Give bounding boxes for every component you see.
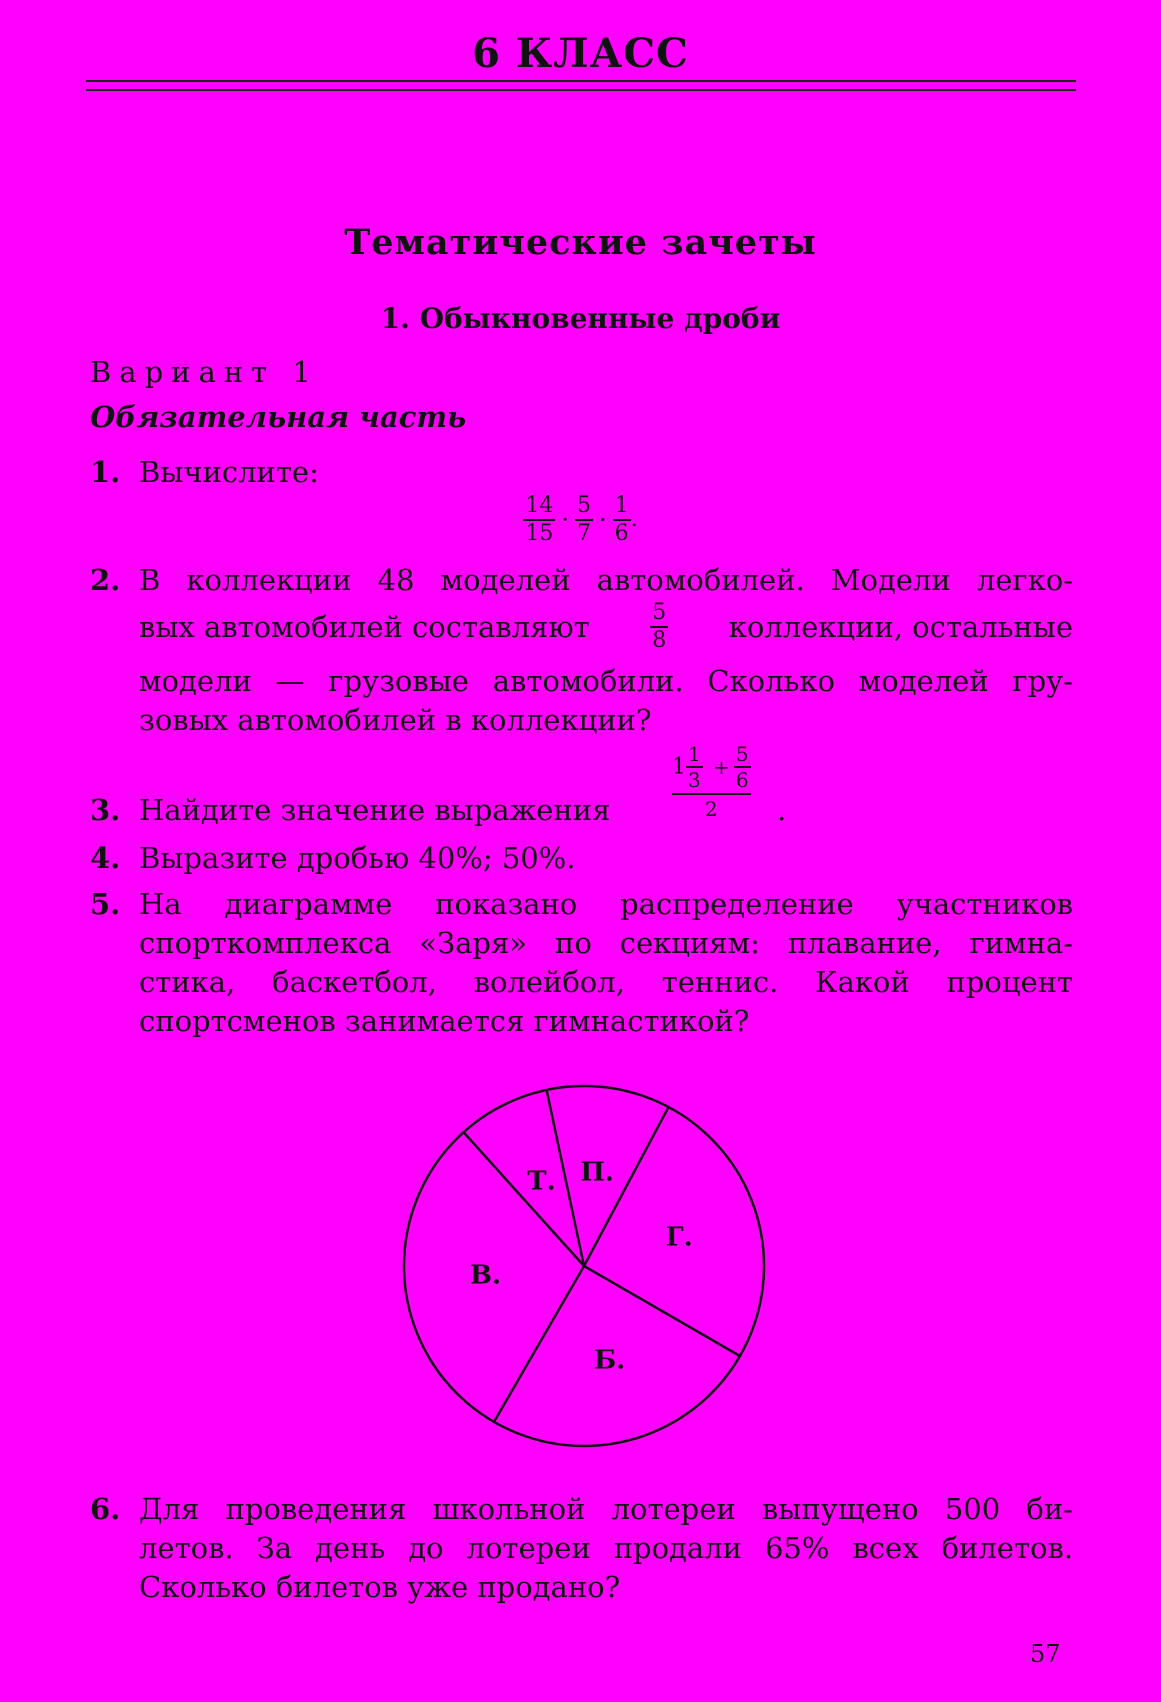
problem-2-line: зовых автомобилей в коллекции? <box>139 703 652 737</box>
pie-slice-label: Т. <box>527 1166 556 1197</box>
problem-4-text: Выразите дробью 40%; 50%. <box>139 841 576 875</box>
problem-6-line: Сколько билетов уже продано? <box>139 1570 621 1604</box>
pie-slice-label: Г. <box>665 1222 693 1253</box>
fraction: $\frac{14}{15}$ <box>525 493 554 546</box>
problem-6-line: летов. За день до лотереи продали 65% всех билетов. <box>139 1531 1073 1565</box>
problem-1-number: 1. <box>90 455 121 489</box>
problem-5-line: спорткомплекса «Заря» по секциям: плавание, гимна- <box>139 926 1073 960</box>
problem-6-number: 6. <box>90 1492 121 1526</box>
problem-2-line: В коллекции 48 моделей автомобилей. Модели легко- <box>139 563 1073 597</box>
required-part-label: Обязательная часть <box>90 400 467 434</box>
pie-slice-boundary <box>584 1266 740 1356</box>
fraction: $\frac{5}{6}$ <box>735 742 749 792</box>
fraction: $\frac{1}{6}$ <box>614 493 629 546</box>
problem-1-text: Вычислите: <box>139 455 319 489</box>
pie-slice-label: П. <box>580 1157 614 1188</box>
pie-slice-boundary <box>464 1132 584 1266</box>
problem-3-text: Найдите значение выражения <box>139 793 611 827</box>
pie-slice-label: Б. <box>593 1345 626 1376</box>
grade-title: 6 КЛАСС <box>472 30 689 77</box>
fraction: $\frac{5}{7}$ <box>577 493 591 546</box>
problem-4-number: 4. <box>90 841 121 875</box>
pie-slice-label: В. <box>470 1260 502 1291</box>
problem-5-number: 5. <box>90 887 121 921</box>
problem-3-expression: 1 $\frac{1}{3}$ + $\frac{5}{6}$ 2 <box>672 742 749 821</box>
problem-3-number: 3. <box>90 793 121 827</box>
problem-5-line: стика, баскетбол, волейбол, теннис. Какой процент <box>139 965 1073 999</box>
problem-5-line: спортсменов занимается гимнастикой? <box>139 1004 750 1038</box>
variant-label: Вариант 1 <box>90 355 319 389</box>
subsection-title: 1. Обыкновенные дроби <box>380 302 781 335</box>
problem-6-line: Для проведения школьной лотереи выпущено 500 би- <box>139 1492 1073 1526</box>
fraction: $\frac{5}{8}$ <box>652 600 667 653</box>
page-number: 57 <box>1030 1640 1061 1668</box>
textbook-page: 6 КЛАСС Тематические зачеты 1. Обыкновенные дроби Вариант 1 Обязательная часть 1. Вычислите: $\frac{14}{15}$ · $\frac{5}{7}$ · $\frac{1}{6}$ . 2. В коллекции 48 моделей автомобилей. Модели легко- вых автомобилей составляют $\frac{5}{8}$ коллекции, остальные модели — грузовые автомобили. Сколько моделей гру- зовых автомобилей в коллекции? 3. Найдите значение выражения 1 $\frac{1}{3}$ + $\frac{5}{6}$ 2 . 4. Выразите дробью 40%; 50%. 5. На диаграмме показано распределение участников спорткомплекса «Заря» по секциям: плавание, гимна- стика, баскетбол, волейбол, теннис. Какой процент спортсменов занимается гимнастикой? П. Г. Б. В. Т. 6. Для проведения школьной лотереи выпущено 500 би- летов. За день до лотереи продали 65% всех билетов. Сколько билетов уже продано? 57 <box>0 0 1161 1702</box>
pie-slice-boundary <box>494 1266 584 1422</box>
problem-1-expression: $\frac{14}{15}$ · $\frac{5}{7}$ · $\frac{1}{6}$ . <box>525 493 638 546</box>
problem-2-number: 2. <box>90 563 121 597</box>
header-rule <box>86 80 1076 91</box>
problem-5-line: На диаграмме показано распределение участников <box>139 887 1073 921</box>
problem-2-line: вых автомобилей составляют $\frac{5}{8}$ коллекции, остальные <box>139 600 1073 653</box>
section-title: Тематические зачеты <box>344 222 817 263</box>
pie-chart <box>395 1080 795 1455</box>
fraction: $\frac{1}{3}$ <box>688 742 701 792</box>
problem-2-line: модели — грузовые автомобили. Сколько моделей гру- <box>139 664 1073 698</box>
